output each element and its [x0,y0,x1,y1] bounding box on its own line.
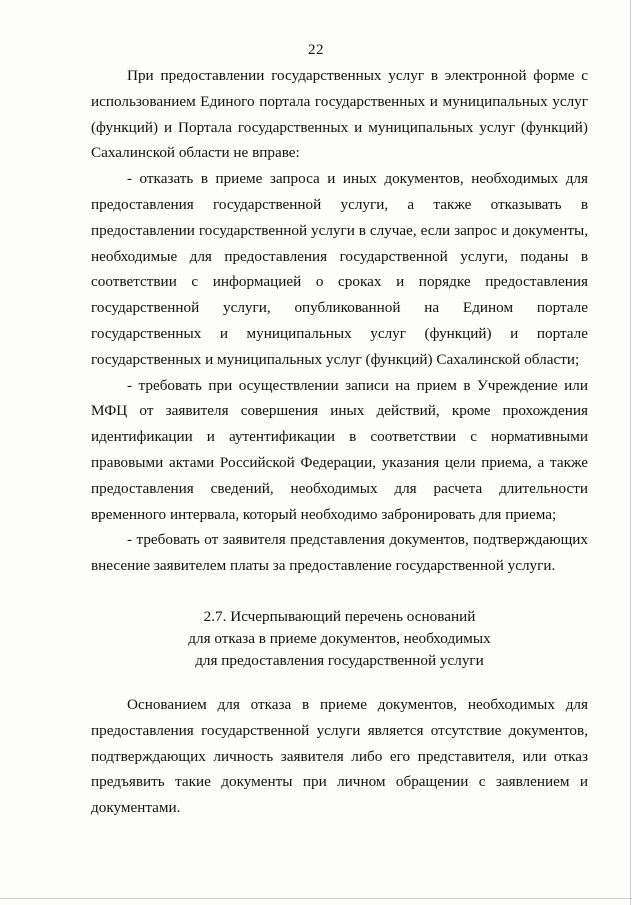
section-heading-line-1: 2.7. Исчерпывающий перечень оснований [203,608,476,625]
scan-edge-line-right [630,0,631,905]
body-text-block [91,63,588,579]
paragraph-item-payment: - требовать от заявителя представления документов, подтверждающих внесение заявителем платы за предоставление государственной услуги. [91,531,588,575]
paragraph-item-refuse: - отказать в приеме запроса и иных документов, необходимых для предоставления государственной услуги, а также отказывать в предоставлении государственной услуги в случае, если запрос и документы, необходимые для предоставления государственной услуги, поданы в соответствии с информацией о сроках и порядке предоставления государственной услуги, опубликованной на Едином портале государственных и муниципальных услуг (функций) и портале государственных и муниципальных услуг (функций) Сахалинской области; [91,170,588,368]
paragraph-grounds: Основанием для отказа в приеме документов, необходимых для предоставления государственной услуги является отсутствие документов, подтверждающих личность заявителя либо его представителя, или отказ предъявить такие документы при личном обращении с заявлением и документами. [91,696,588,817]
page-number: 22 [308,42,324,58]
section-heading-line-2: для отказа в приеме документов, необходимых [188,630,491,647]
paragraph-intro: При предоставлении государственных услуг в электронной форме с использованием Единого портала государственных и муниципальных услуг (функций) и Портала государственных и муниципальных услуг (функций) Сахалинской области не вправе: [91,67,588,162]
paragraph-item-appointment: - требовать при осуществлении записи на прием в Учреждение или МФЦ от заявителя совершения иных действий, кроме прохождения идентификации и аутентификации в соответствии с нормативными правовыми актами Российской Федерации, указания цели приема, а также предоставления сведений, необходимых для расчета длительности временного интервала, который необходимо забронировать для приема; [91,376,588,523]
section-heading-line-3: для предоставления государственной услуги [195,652,484,669]
scan-edge-line [0,898,632,899]
section-heading [91,606,588,672]
closing-text-block [91,692,588,821]
